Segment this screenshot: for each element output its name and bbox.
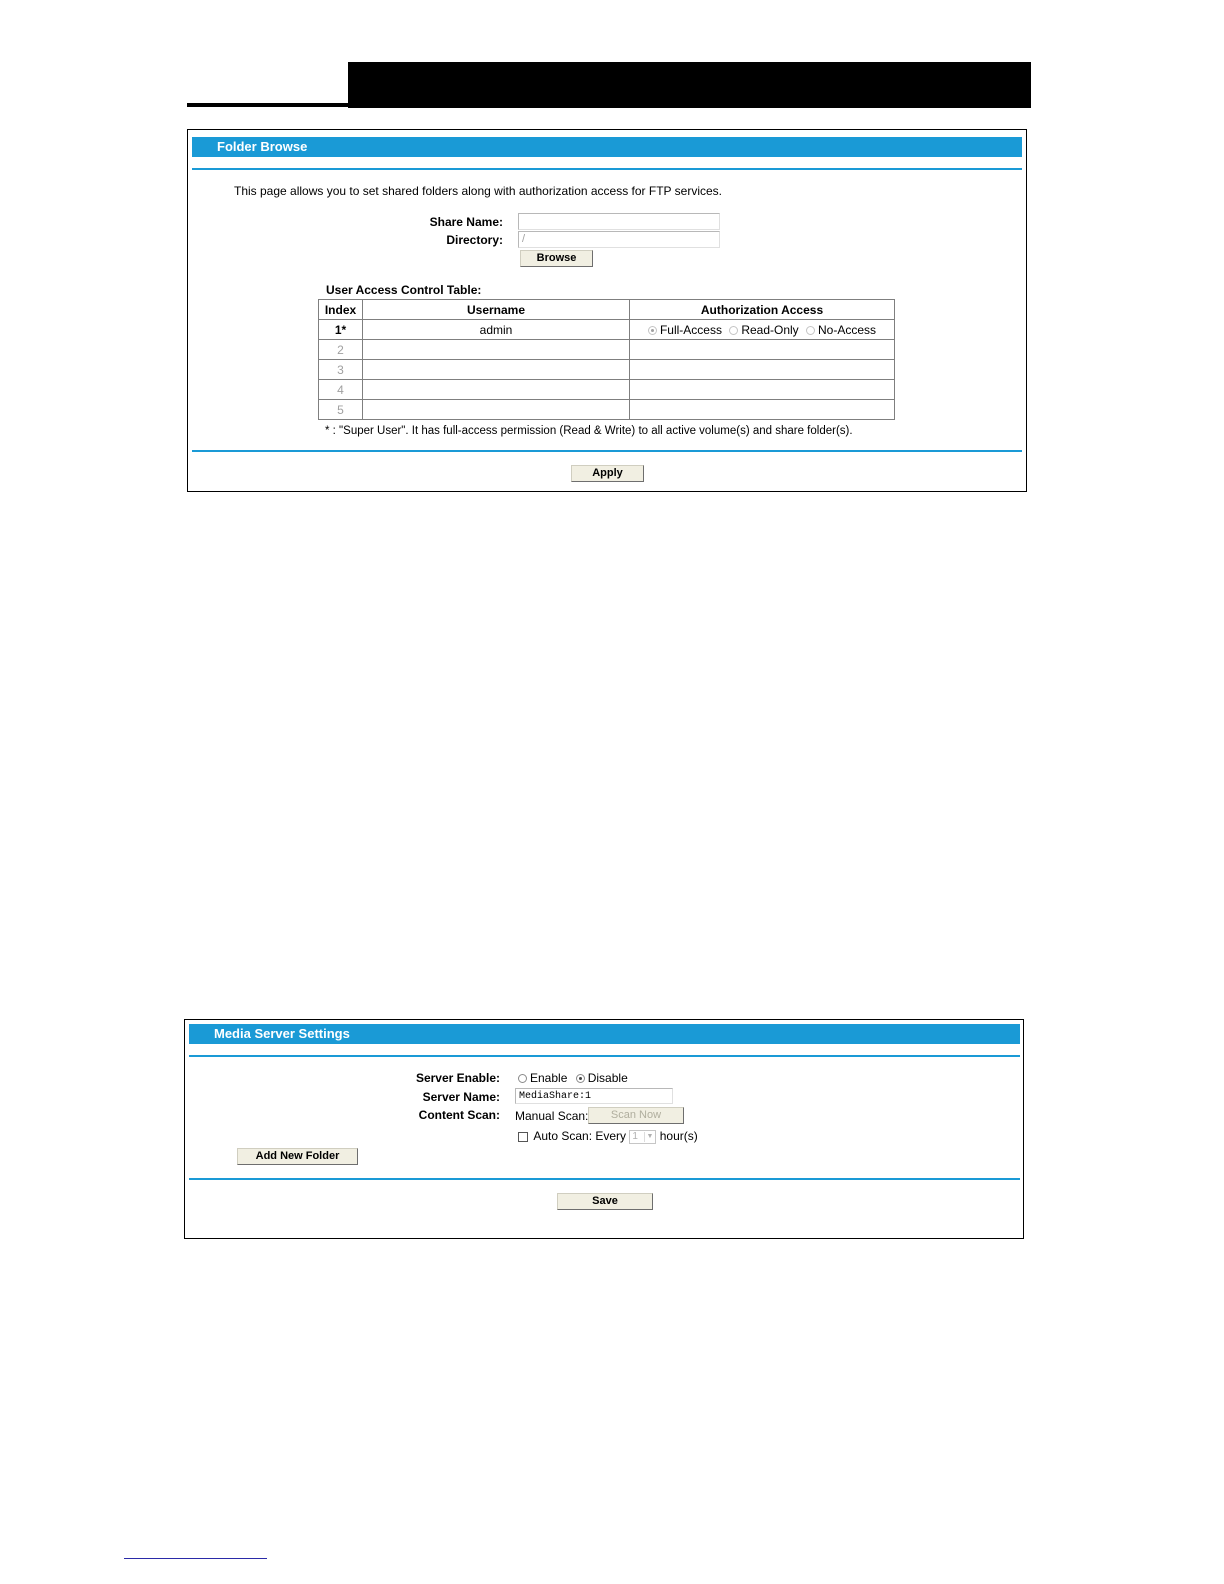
folder-browse-title: Folder Browse: [192, 137, 1022, 157]
row-access: [630, 380, 895, 400]
no-access-label: No-Access: [818, 322, 877, 337]
row-username: [363, 400, 630, 420]
row-username: [363, 380, 630, 400]
media-server-panel: [184, 1019, 1024, 1239]
header-rule: [187, 103, 352, 107]
enable-radio[interactable]: [518, 1074, 527, 1083]
user-access-control-table: [318, 299, 895, 420]
folder-browse-panel: [187, 129, 1027, 492]
share-name-label: Share Name:: [429, 215, 503, 229]
column-header-index: Index: [319, 300, 363, 320]
read-only-radio[interactable]: [729, 326, 738, 335]
auto-scan-interval-value: 1: [632, 1130, 638, 1142]
directory-label: Directory:: [446, 233, 503, 247]
folder-browse-description: This page allows you to set shared folders along with authorization access for FTP services.: [234, 184, 723, 198]
row-index: 5: [319, 400, 363, 420]
bottom-divider: [189, 1178, 1020, 1180]
column-header-username: Username: [363, 300, 630, 320]
server-enable-label: Server Enable:: [415, 1071, 500, 1085]
disable-label: Disable: [587, 1071, 628, 1085]
auto-scan-label: Auto Scan: Every: [533, 1129, 627, 1143]
row-username: [363, 360, 630, 380]
table-row: [319, 360, 895, 380]
footer-link-underline[interactable]: [124, 1558, 267, 1559]
save-button[interactable]: Save: [557, 1193, 653, 1210]
full-access-label: Full-Access: [659, 322, 722, 337]
row-index: 3: [319, 360, 363, 380]
row-index: 1*: [319, 320, 363, 340]
user-access-table-caption: User Access Control Table:: [326, 283, 482, 297]
table-row: [319, 340, 895, 360]
server-enable-options: [518, 1071, 628, 1085]
disable-radio[interactable]: [576, 1074, 585, 1083]
read-only-label: Read-Only: [741, 322, 799, 337]
auto-scan-row: [518, 1129, 698, 1144]
row-access: [630, 340, 895, 360]
chevron-down-icon: ▼: [644, 1132, 654, 1142]
table-row: [319, 400, 895, 420]
server-name-label: Server Name:: [422, 1090, 500, 1104]
top-divider: [192, 168, 1022, 170]
row-index: 2: [319, 340, 363, 360]
add-new-folder-button[interactable]: Add New Folder: [237, 1148, 358, 1165]
directory-input[interactable]: /: [518, 231, 720, 248]
auto-scan-interval-select[interactable]: [629, 1130, 656, 1144]
share-name-input[interactable]: [518, 213, 720, 230]
auto-scan-checkbox[interactable]: [518, 1132, 528, 1142]
server-name-input[interactable]: MediaShare:1: [515, 1088, 673, 1104]
media-server-title: Media Server Settings: [189, 1024, 1020, 1044]
full-access-radio[interactable]: [648, 326, 657, 335]
top-divider: [189, 1055, 1020, 1057]
header-bar: [348, 62, 1031, 108]
bottom-divider: [192, 450, 1022, 452]
row-username: admin: [363, 320, 630, 340]
enable-label: Enable: [530, 1071, 568, 1085]
no-access-radio[interactable]: [806, 326, 815, 335]
row-access: [630, 360, 895, 380]
manual-scan-label: Manual Scan:: [515, 1109, 589, 1123]
table-row: [319, 380, 895, 400]
hours-label: hour(s): [659, 1129, 698, 1143]
browse-button[interactable]: Browse: [520, 250, 593, 267]
scan-now-button[interactable]: Scan Now: [588, 1107, 684, 1124]
content-scan-label: Content Scan:: [418, 1108, 500, 1122]
super-user-footnote: * : "Super User". It has full-access permission (Read & Write) to all active volume(s) and share folder(s).: [325, 425, 853, 437]
apply-button[interactable]: Apply: [571, 465, 644, 482]
table-row: [319, 320, 895, 340]
row-index: 4: [319, 380, 363, 400]
table-header-row: [319, 300, 895, 320]
column-header-authorization: Authorization Access: [630, 300, 895, 320]
row-username: [363, 340, 630, 360]
row-access: [630, 400, 895, 420]
row-access: [630, 320, 895, 340]
